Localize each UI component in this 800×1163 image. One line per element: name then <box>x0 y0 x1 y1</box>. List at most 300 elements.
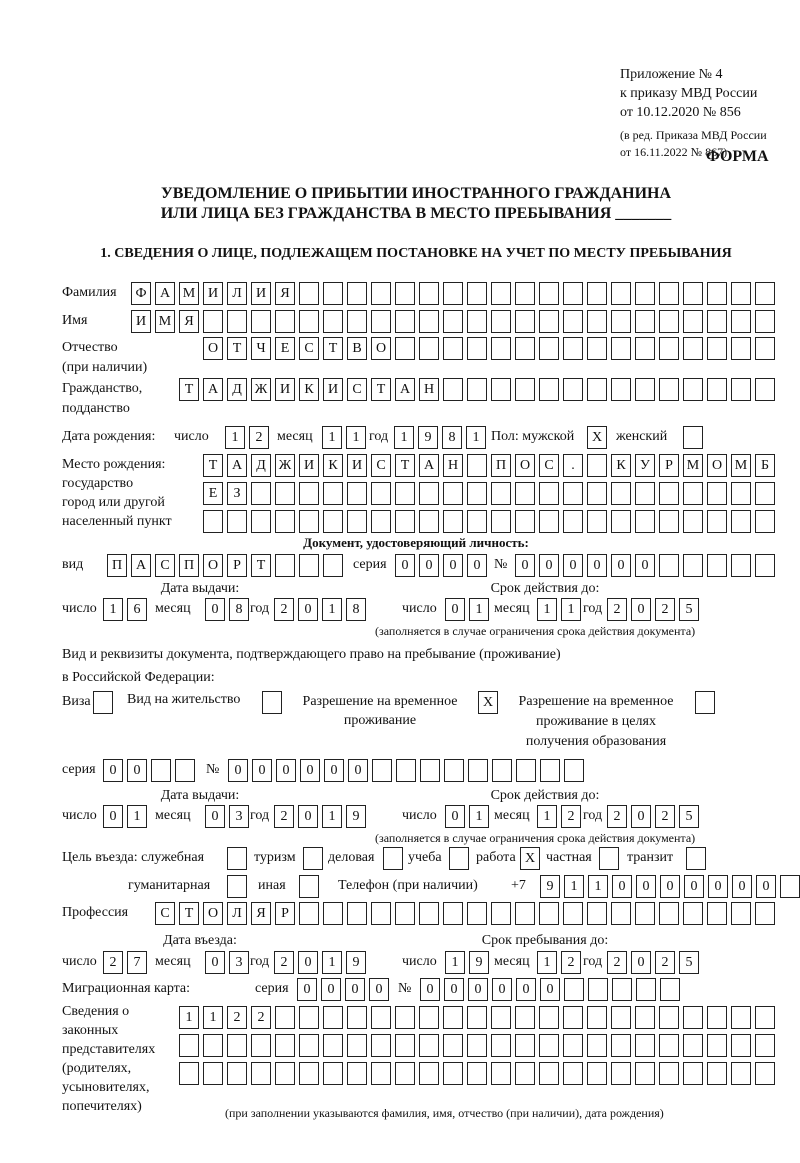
char-cell[interactable] <box>299 1006 319 1029</box>
char-cell[interactable]: 1 <box>469 598 489 621</box>
char-cell[interactable] <box>563 282 583 305</box>
char-cell[interactable]: 3 <box>229 951 249 974</box>
char-cell[interactable] <box>683 1062 703 1085</box>
char-cell[interactable] <box>443 310 463 333</box>
char-cell[interactable] <box>203 510 223 533</box>
char-cell[interactable]: 0 <box>467 554 487 577</box>
char-cell[interactable] <box>564 978 584 1001</box>
char-cell[interactable] <box>419 310 439 333</box>
char-cell[interactable] <box>323 1062 343 1085</box>
char-cell[interactable] <box>515 902 535 925</box>
char-cell[interactable]: 8 <box>346 598 366 621</box>
char-cell[interactable]: К <box>611 454 631 477</box>
char-cell[interactable] <box>395 902 415 925</box>
char-cell[interactable]: 1 <box>225 426 245 449</box>
char-cell[interactable] <box>299 902 319 925</box>
char-cell[interactable]: Т <box>251 554 271 577</box>
char-cell[interactable] <box>251 482 271 505</box>
char-cell[interactable] <box>467 1006 487 1029</box>
char-cell[interactable] <box>419 1034 439 1057</box>
char-cell[interactable]: 0 <box>205 598 225 621</box>
char-cell[interactable]: 1 <box>469 805 489 828</box>
char-cell[interactable]: 1 <box>127 805 147 828</box>
char-cell[interactable] <box>563 510 583 533</box>
char-cell[interactable]: Т <box>323 337 343 360</box>
char-cell[interactable] <box>563 1062 583 1085</box>
char-cell[interactable]: 3 <box>229 805 249 828</box>
char-cell[interactable]: 0 <box>321 978 341 1001</box>
char-cell[interactable] <box>683 282 703 305</box>
char-cell[interactable] <box>491 337 511 360</box>
char-cell[interactable]: К <box>299 378 319 401</box>
char-cell[interactable]: М <box>179 282 199 305</box>
char-cell[interactable] <box>539 902 559 925</box>
char-cell[interactable] <box>707 1034 727 1057</box>
char-cell[interactable]: Н <box>419 378 439 401</box>
char-cell[interactable] <box>659 282 679 305</box>
char-cell[interactable]: 0 <box>612 875 632 898</box>
char-cell[interactable] <box>563 310 583 333</box>
char-cell[interactable] <box>587 1006 607 1029</box>
char-cell[interactable] <box>371 1006 391 1029</box>
char-cell[interactable]: А <box>419 454 439 477</box>
char-cell[interactable]: 2 <box>103 951 123 974</box>
char-cell[interactable] <box>443 1006 463 1029</box>
char-cell[interactable] <box>755 337 775 360</box>
char-cell[interactable] <box>731 310 751 333</box>
purpose-tourism-checkbox[interactable] <box>303 847 323 870</box>
char-cell[interactable]: 0 <box>298 805 318 828</box>
char-cell[interactable]: 0 <box>445 598 465 621</box>
char-cell[interactable] <box>635 337 655 360</box>
char-cell[interactable]: И <box>275 378 295 401</box>
char-cell[interactable]: 0 <box>636 875 656 898</box>
char-cell[interactable] <box>299 282 319 305</box>
char-cell[interactable] <box>299 482 319 505</box>
char-cell[interactable] <box>395 310 415 333</box>
char-cell[interactable] <box>636 978 656 1001</box>
char-cell[interactable] <box>371 310 391 333</box>
char-cell[interactable] <box>467 454 487 477</box>
char-cell[interactable]: С <box>539 454 559 477</box>
char-cell[interactable] <box>707 902 727 925</box>
char-cell[interactable]: 0 <box>540 978 560 1001</box>
char-cell[interactable]: 1 <box>466 426 486 449</box>
char-cell[interactable]: Н <box>443 454 463 477</box>
char-cell[interactable] <box>731 482 751 505</box>
char-cell[interactable]: 5 <box>679 805 699 828</box>
char-cell[interactable]: 2 <box>249 426 269 449</box>
char-cell[interactable] <box>443 1034 463 1057</box>
char-cell[interactable] <box>683 337 703 360</box>
char-cell[interactable] <box>203 1034 223 1057</box>
char-cell[interactable]: А <box>395 378 415 401</box>
char-cell[interactable] <box>587 1034 607 1057</box>
sex-male-checkbox[interactable]: X <box>587 426 607 449</box>
char-cell[interactable] <box>371 902 391 925</box>
char-cell[interactable] <box>323 482 343 505</box>
char-cell[interactable] <box>563 337 583 360</box>
char-cell[interactable]: В <box>347 337 367 360</box>
char-cell[interactable] <box>659 510 679 533</box>
char-cell[interactable]: П <box>491 454 511 477</box>
char-cell[interactable]: 1 <box>322 951 342 974</box>
char-cell[interactable]: 0 <box>708 875 728 898</box>
char-cell[interactable]: 0 <box>103 759 123 782</box>
char-cell[interactable]: 7 <box>127 951 147 974</box>
char-cell[interactable]: Ф <box>131 282 151 305</box>
char-cell[interactable]: С <box>299 337 319 360</box>
char-cell[interactable]: А <box>227 454 247 477</box>
char-cell[interactable] <box>635 378 655 401</box>
purpose-study-checkbox[interactable] <box>449 847 469 870</box>
char-cell[interactable] <box>755 1034 775 1057</box>
char-cell[interactable] <box>395 482 415 505</box>
char-cell[interactable] <box>515 378 535 401</box>
char-cell[interactable]: Т <box>179 378 199 401</box>
char-cell[interactable] <box>587 310 607 333</box>
char-cell[interactable]: С <box>155 554 175 577</box>
char-cell[interactable] <box>683 902 703 925</box>
char-cell[interactable] <box>611 1034 631 1057</box>
char-cell[interactable] <box>491 282 511 305</box>
char-cell[interactable] <box>491 510 511 533</box>
char-cell[interactable] <box>539 510 559 533</box>
char-cell[interactable]: 1 <box>561 598 581 621</box>
char-cell[interactable] <box>515 510 535 533</box>
char-cell[interactable] <box>347 310 367 333</box>
char-cell[interactable]: 0 <box>443 554 463 577</box>
char-cell[interactable] <box>539 1006 559 1029</box>
char-cell[interactable] <box>635 282 655 305</box>
char-cell[interactable]: 0 <box>515 554 535 577</box>
char-cell[interactable]: О <box>203 902 223 925</box>
char-cell[interactable]: 0 <box>635 554 655 577</box>
char-cell[interactable] <box>179 1034 199 1057</box>
char-cell[interactable] <box>587 1062 607 1085</box>
char-cell[interactable]: Р <box>659 454 679 477</box>
char-cell[interactable] <box>323 510 343 533</box>
char-cell[interactable]: Я <box>179 310 199 333</box>
char-cell[interactable] <box>491 1062 511 1085</box>
char-cell[interactable] <box>707 337 727 360</box>
char-cell[interactable] <box>731 510 751 533</box>
char-cell[interactable] <box>587 454 607 477</box>
sex-female-checkbox[interactable] <box>683 426 703 449</box>
char-cell[interactable] <box>731 902 751 925</box>
char-cell[interactable] <box>707 1062 727 1085</box>
char-cell[interactable] <box>443 282 463 305</box>
char-cell[interactable]: К <box>323 454 343 477</box>
char-cell[interactable] <box>275 510 295 533</box>
char-cell[interactable] <box>395 1034 415 1057</box>
char-cell[interactable] <box>323 554 343 577</box>
char-cell[interactable] <box>755 310 775 333</box>
char-cell[interactable]: М <box>683 454 703 477</box>
char-cell[interactable] <box>635 482 655 505</box>
char-cell[interactable] <box>227 310 247 333</box>
char-cell[interactable] <box>323 1034 343 1057</box>
char-cell[interactable] <box>539 1034 559 1057</box>
char-cell[interactable] <box>347 1006 367 1029</box>
char-cell[interactable]: 1 <box>203 1006 223 1029</box>
char-cell[interactable] <box>540 759 560 782</box>
char-cell[interactable] <box>323 310 343 333</box>
char-cell[interactable]: Е <box>203 482 223 505</box>
char-cell[interactable] <box>491 482 511 505</box>
char-cell[interactable] <box>467 378 487 401</box>
char-cell[interactable]: О <box>203 554 223 577</box>
char-cell[interactable]: 5 <box>679 951 699 974</box>
char-cell[interactable] <box>564 759 584 782</box>
char-cell[interactable]: 2 <box>607 951 627 974</box>
char-cell[interactable] <box>299 554 319 577</box>
char-cell[interactable] <box>683 378 703 401</box>
char-cell[interactable] <box>611 378 631 401</box>
char-cell[interactable] <box>755 482 775 505</box>
char-cell[interactable]: 0 <box>563 554 583 577</box>
char-cell[interactable]: А <box>203 378 223 401</box>
edu-permit-checkbox[interactable] <box>695 691 715 714</box>
char-cell[interactable] <box>635 902 655 925</box>
char-cell[interactable] <box>563 378 583 401</box>
char-cell[interactable] <box>755 282 775 305</box>
char-cell[interactable] <box>755 378 775 401</box>
char-cell[interactable] <box>251 1034 271 1057</box>
char-cell[interactable] <box>707 482 727 505</box>
char-cell[interactable]: 0 <box>492 978 512 1001</box>
char-cell[interactable] <box>323 1006 343 1029</box>
char-cell[interactable] <box>395 282 415 305</box>
char-cell[interactable] <box>491 378 511 401</box>
char-cell[interactable] <box>660 978 680 1001</box>
char-cell[interactable]: С <box>347 378 367 401</box>
purpose-work-checkbox[interactable]: X <box>520 847 540 870</box>
char-cell[interactable]: И <box>131 310 151 333</box>
char-cell[interactable]: 0 <box>631 598 651 621</box>
char-cell[interactable]: 0 <box>684 875 704 898</box>
char-cell[interactable]: 1 <box>588 875 608 898</box>
char-cell[interactable] <box>419 282 439 305</box>
char-cell[interactable]: 0 <box>611 554 631 577</box>
char-cell[interactable]: И <box>251 282 271 305</box>
char-cell[interactable]: 2 <box>274 805 294 828</box>
char-cell[interactable] <box>516 759 536 782</box>
char-cell[interactable] <box>467 337 487 360</box>
char-cell[interactable]: Ч <box>251 337 271 360</box>
purpose-business-checkbox[interactable] <box>383 847 403 870</box>
purpose-other-checkbox[interactable] <box>299 875 319 898</box>
char-cell[interactable] <box>635 1034 655 1057</box>
char-cell[interactable] <box>659 1006 679 1029</box>
char-cell[interactable]: С <box>371 454 391 477</box>
char-cell[interactable] <box>371 282 391 305</box>
char-cell[interactable]: 1 <box>564 875 584 898</box>
char-cell[interactable] <box>491 310 511 333</box>
char-cell[interactable]: Я <box>251 902 271 925</box>
char-cell[interactable] <box>588 978 608 1001</box>
char-cell[interactable] <box>175 759 195 782</box>
char-cell[interactable]: 0 <box>444 978 464 1001</box>
char-cell[interactable] <box>371 482 391 505</box>
purpose-transit-checkbox[interactable] <box>686 847 706 870</box>
char-cell[interactable] <box>635 1006 655 1029</box>
char-cell[interactable]: 1 <box>179 1006 199 1029</box>
char-cell[interactable] <box>251 1062 271 1085</box>
char-cell[interactable] <box>467 1034 487 1057</box>
char-cell[interactable]: 0 <box>228 759 248 782</box>
char-cell[interactable]: А <box>155 282 175 305</box>
char-cell[interactable]: Д <box>251 454 271 477</box>
char-cell[interactable]: 1 <box>537 805 557 828</box>
char-cell[interactable] <box>443 510 463 533</box>
char-cell[interactable]: 0 <box>276 759 296 782</box>
char-cell[interactable]: 0 <box>631 951 651 974</box>
char-cell[interactable] <box>347 282 367 305</box>
char-cell[interactable] <box>395 510 415 533</box>
char-cell[interactable]: 1 <box>322 805 342 828</box>
char-cell[interactable]: 9 <box>540 875 560 898</box>
char-cell[interactable] <box>539 337 559 360</box>
char-cell[interactable] <box>419 337 439 360</box>
char-cell[interactable]: Т <box>203 454 223 477</box>
char-cell[interactable]: И <box>203 282 223 305</box>
char-cell[interactable] <box>395 337 415 360</box>
char-cell[interactable] <box>683 310 703 333</box>
purpose-private-checkbox[interactable] <box>599 847 619 870</box>
char-cell[interactable] <box>611 282 631 305</box>
char-cell[interactable] <box>371 1034 391 1057</box>
char-cell[interactable]: 0 <box>324 759 344 782</box>
char-cell[interactable]: 0 <box>756 875 776 898</box>
char-cell[interactable] <box>755 1006 775 1029</box>
char-cell[interactable]: 0 <box>297 978 317 1001</box>
char-cell[interactable] <box>587 378 607 401</box>
char-cell[interactable] <box>587 902 607 925</box>
char-cell[interactable] <box>659 1062 679 1085</box>
char-cell[interactable]: Б <box>755 454 775 477</box>
char-cell[interactable] <box>539 378 559 401</box>
char-cell[interactable] <box>419 1062 439 1085</box>
char-cell[interactable] <box>707 510 727 533</box>
char-cell[interactable]: 8 <box>229 598 249 621</box>
char-cell[interactable] <box>323 902 343 925</box>
char-cell[interactable]: 9 <box>346 951 366 974</box>
char-cell[interactable]: Д <box>227 378 247 401</box>
char-cell[interactable] <box>467 282 487 305</box>
char-cell[interactable]: 2 <box>274 598 294 621</box>
char-cell[interactable] <box>323 282 343 305</box>
char-cell[interactable]: . <box>563 454 583 477</box>
char-cell[interactable]: 9 <box>346 805 366 828</box>
char-cell[interactable] <box>515 482 535 505</box>
char-cell[interactable]: О <box>203 337 223 360</box>
char-cell[interactable] <box>275 1062 295 1085</box>
char-cell[interactable]: 0 <box>631 805 651 828</box>
char-cell[interactable]: З <box>227 482 247 505</box>
char-cell[interactable] <box>467 510 487 533</box>
char-cell[interactable] <box>299 1062 319 1085</box>
char-cell[interactable]: 0 <box>369 978 389 1001</box>
char-cell[interactable]: 0 <box>298 598 318 621</box>
char-cell[interactable] <box>151 759 171 782</box>
char-cell[interactable] <box>347 902 367 925</box>
char-cell[interactable]: 8 <box>442 426 462 449</box>
char-cell[interactable]: 1 <box>346 426 366 449</box>
char-cell[interactable] <box>419 902 439 925</box>
char-cell[interactable] <box>491 1034 511 1057</box>
char-cell[interactable]: 2 <box>227 1006 247 1029</box>
char-cell[interactable]: Л <box>227 282 247 305</box>
char-cell[interactable] <box>683 510 703 533</box>
char-cell[interactable] <box>731 337 751 360</box>
char-cell[interactable] <box>587 482 607 505</box>
char-cell[interactable] <box>443 337 463 360</box>
char-cell[interactable] <box>396 759 416 782</box>
char-cell[interactable] <box>491 1006 511 1029</box>
char-cell[interactable] <box>419 510 439 533</box>
char-cell[interactable]: 2 <box>655 951 675 974</box>
char-cell[interactable]: 0 <box>660 875 680 898</box>
char-cell[interactable] <box>587 510 607 533</box>
char-cell[interactable] <box>731 378 751 401</box>
char-cell[interactable] <box>372 759 392 782</box>
char-cell[interactable]: У <box>635 454 655 477</box>
char-cell[interactable] <box>659 310 679 333</box>
char-cell[interactable] <box>515 282 535 305</box>
char-cell[interactable]: О <box>515 454 535 477</box>
char-cell[interactable] <box>347 1062 367 1085</box>
char-cell[interactable] <box>275 554 295 577</box>
char-cell[interactable] <box>299 1034 319 1057</box>
char-cell[interactable] <box>563 902 583 925</box>
char-cell[interactable]: Т <box>371 378 391 401</box>
char-cell[interactable] <box>491 902 511 925</box>
char-cell[interactable]: 0 <box>732 875 752 898</box>
char-cell[interactable] <box>420 759 440 782</box>
char-cell[interactable]: 0 <box>348 759 368 782</box>
char-cell[interactable]: 1 <box>322 598 342 621</box>
char-cell[interactable]: И <box>299 454 319 477</box>
char-cell[interactable] <box>275 1034 295 1057</box>
char-cell[interactable] <box>515 337 535 360</box>
char-cell[interactable] <box>203 1062 223 1085</box>
char-cell[interactable] <box>419 482 439 505</box>
char-cell[interactable] <box>659 337 679 360</box>
char-cell[interactable] <box>227 1062 247 1085</box>
char-cell[interactable] <box>611 902 631 925</box>
char-cell[interactable]: И <box>347 454 367 477</box>
char-cell[interactable] <box>492 759 512 782</box>
char-cell[interactable] <box>443 902 463 925</box>
char-cell[interactable]: 0 <box>205 951 225 974</box>
temp-permit-checkbox[interactable]: X <box>478 691 498 714</box>
char-cell[interactable] <box>299 510 319 533</box>
char-cell[interactable] <box>587 282 607 305</box>
char-cell[interactable]: 9 <box>469 951 489 974</box>
char-cell[interactable]: Ж <box>251 378 271 401</box>
char-cell[interactable]: 1 <box>445 951 465 974</box>
char-cell[interactable] <box>371 510 391 533</box>
char-cell[interactable]: Т <box>395 454 415 477</box>
char-cell[interactable] <box>467 482 487 505</box>
char-cell[interactable] <box>659 378 679 401</box>
purpose-official-checkbox[interactable] <box>227 847 247 870</box>
char-cell[interactable] <box>755 554 775 577</box>
char-cell[interactable] <box>635 510 655 533</box>
char-cell[interactable] <box>467 310 487 333</box>
char-cell[interactable]: 1 <box>394 426 414 449</box>
